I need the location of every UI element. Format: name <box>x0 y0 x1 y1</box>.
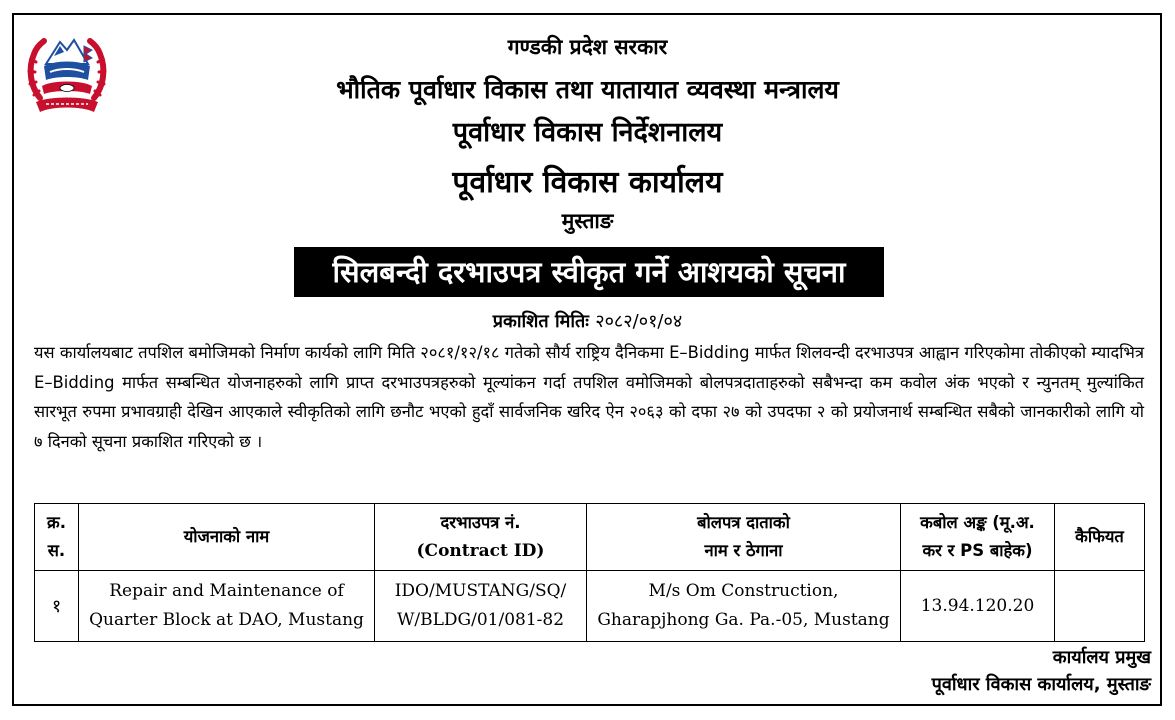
published-date-line <box>0 309 1175 333</box>
header-bid-amount: कबोल अङ्क (मू.अ. कर र PS बाहेक) <box>901 504 1055 571</box>
award-table <box>34 503 1145 642</box>
header-bidder: बोलपत्र दाताको नाम र ठेगाना <box>587 504 901 571</box>
cell-bidder: M/s Om Construction, Gharapjhong Ga. Pa.-05, Mustang <box>587 571 901 642</box>
header-serial: क्र. स. <box>35 504 79 571</box>
published-label: प्रकाशित मितिः <box>492 311 589 332</box>
signature-office: पूर्वाधार विकास कार्यालय, मुस्ताङ <box>931 674 1151 695</box>
signature-title: कार्यालय प्रमुख <box>1052 647 1151 668</box>
cell-project-name: Repair and Maintenance of Quarter Block at DAO, Mustang <box>79 571 375 642</box>
notice-title: सिलबन्दी दरभाउपत्र स्वीकृत गर्ने आशयको सूचना <box>294 247 884 297</box>
cell-bid-amount: 13.94.120.20 <box>901 571 1055 642</box>
header-district: मुस्ताङ <box>561 209 614 233</box>
cell-remarks <box>1055 571 1145 642</box>
header-project-name: योजनाको नाम <box>79 504 375 571</box>
table-row <box>35 571 1145 642</box>
header-directorate: पूर्वाधार विकास निर्देशनालय <box>452 117 723 148</box>
cell-serial: १ <box>35 571 79 642</box>
header-contract-id: दरभाउपत्र नं. (Contract ID) <box>375 504 587 571</box>
published-date: २०८२/०१/०४ <box>595 311 683 332</box>
notice-paragraph: यस कार्यालयबाट तपशिल बमोजिमको निर्माण कार्यको लागि मिति २०८१/१२/१८ गतेको सौर्य राष्ट्रिय दैनिकमा E–Bidding मार्फत शिलवन्दी दरभाउपत्र आह्वान गरिएकोमा तोकीएको म्यादभित्र E–Bidding मार्फत सम्बन्धित योजनाहरुको लागि प्राप्त दरभाउपत्रहरुको मूल्यांकन गर्दा तपशिल वमोजिमको बोलपत्रदाताहरुको सबैभन्दा कम कवोल अंक भएको र न्युनतम् मुल्यांकित सारभूत रुपमा प्रभावग्राही देखिन आएकाले स्वीकृतिको लागि छनौट भएको हुदाँ सार्वजनिक खरिद ऐन २०६३ को दफा २७ को उपदफा २ को प्रयोजनार्थ सम्बन्धित सबैको जानकारीको लागि यो ७ दिनको सूचना प्रकाशित गरिएको छ । <box>34 343 1144 451</box>
cell-contract-id: IDO/MUSTANG/SQ/ W/BLDG/01/081-82 <box>375 571 587 642</box>
header-office: पूर्वाधार विकास कार्यालय <box>452 165 723 200</box>
header-province: गण्डकी प्रदेश सरकार <box>507 35 668 59</box>
header-ministry: भौतिक पूर्वाधार विकास तथा यातायात व्यवस्था मन्त्रालय <box>336 75 839 104</box>
table-header-row <box>35 504 1145 571</box>
header-remarks: कैफियत <box>1055 504 1145 571</box>
